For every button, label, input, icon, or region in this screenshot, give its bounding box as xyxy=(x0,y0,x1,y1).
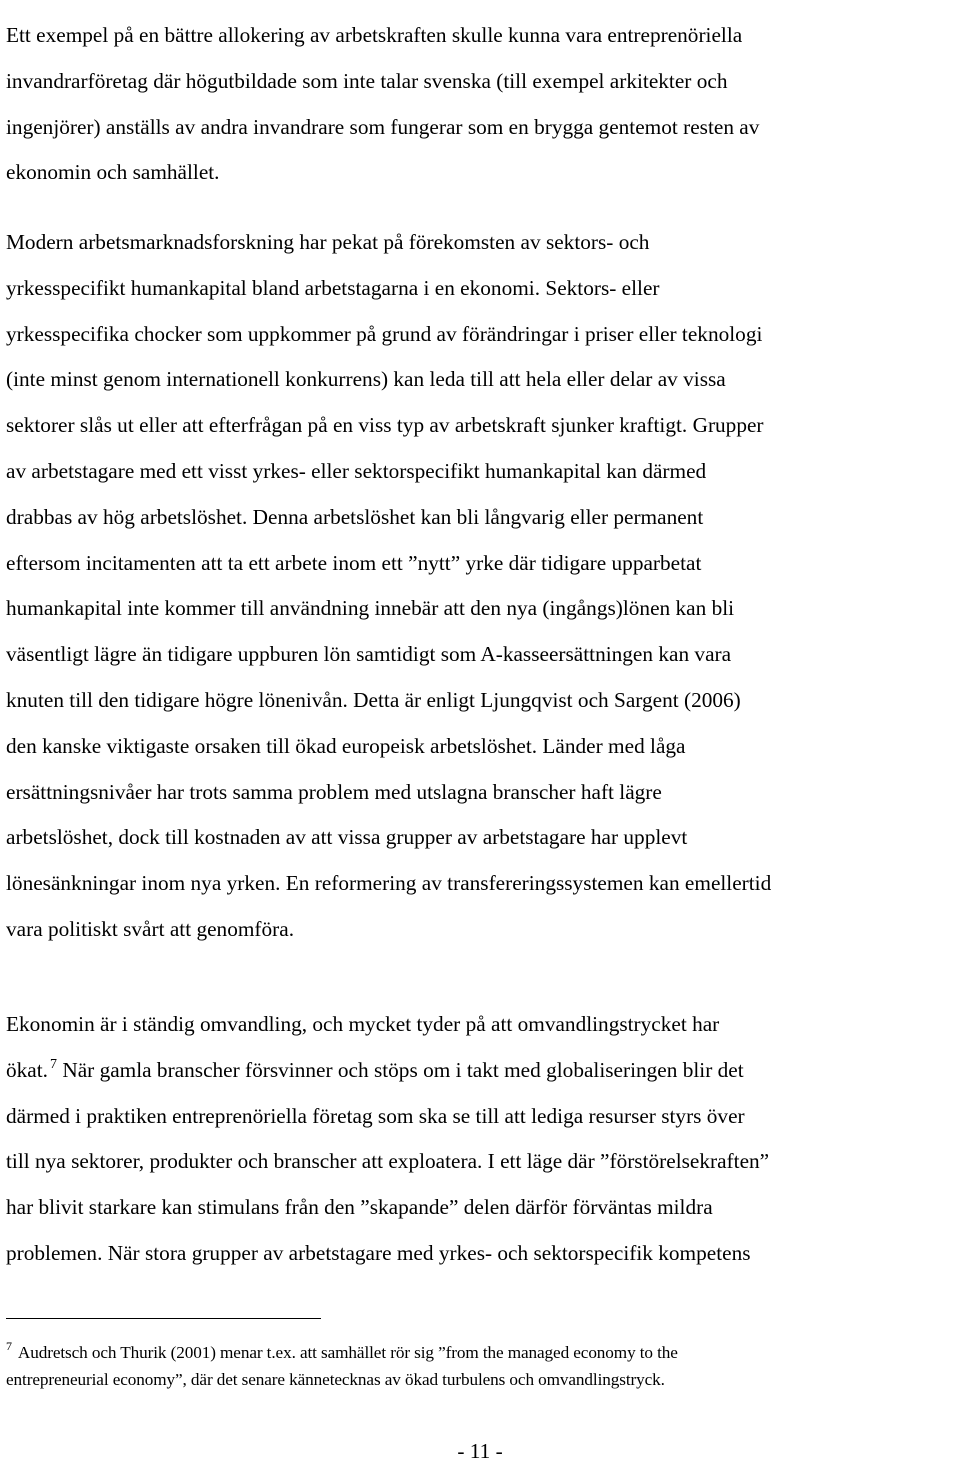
text-line: yrkesspecifikt humankapital bland arbetstagarna i en ekonomi. Sektors- eller xyxy=(6,275,660,300)
text-line: sektorer slås ut eller att efterfrågan på en viss typ av arbetskraft sjunker kraftigt. Grupper xyxy=(6,413,764,438)
text-line-with-footnote-ref xyxy=(6,1048,960,1094)
text-line: lönesänkningar inom nya yrken. En reformering av transfereringssystemen kan emellertid xyxy=(6,871,772,896)
text-line: ekonomin och samhället. xyxy=(6,160,220,185)
text-line: den kanske viktigaste orsaken till ökad europeisk arbetslöshet. Länder med låga xyxy=(6,733,686,758)
text-line: till nya sektorer, produkter och branscher att exploatera. I ett läge där ”förstörelsekraften” xyxy=(6,1149,770,1174)
text-line: problemen. När stora grupper av arbetstagare med yrkes- och sektorspecifik kompetens xyxy=(6,1240,751,1265)
text-line: ingenjörer) anställs av andra invandrare som fungerar som en brygga gentemot resten av xyxy=(6,114,760,139)
footnote-reference: 7 xyxy=(50,1056,57,1072)
text-line: knuten till den tidigare högre lönenivån. Detta är enligt Ljungqvist och Sargent (2006) xyxy=(6,687,741,712)
text-fragment: ökat. xyxy=(6,1057,48,1082)
text-line: arbetslöshet, dock till kostnaden av att vissa grupper av arbetstagare har upplevt xyxy=(6,825,688,850)
text-fragment: När gamla branscher försvinner och stöps om i takt med globaliseringen blir det xyxy=(57,1057,744,1082)
footnote-line: entrepreneurial economy”, där det senare kännetecknas av ökad turbulens och omvandlingstryck. xyxy=(6,1370,665,1389)
text-line: av arbetstagare med ett visst yrkes- eller sektorspecifikt humankapital kan därmed xyxy=(6,458,707,483)
text-line: eftersom incitamenten att ta ett arbete inom ett ”nytt” yrke där tidigare upparbetat xyxy=(6,550,702,575)
paragraph-3 xyxy=(6,1002,960,1277)
text-line: väsentligt lägre än tidigare uppburen lön samtidigt som A-kasseersättningen kan vara xyxy=(6,642,732,667)
footnote xyxy=(6,1339,956,1393)
text-line: ersättningsnivåer har trots samma problem med utslagna branscher haft lägre xyxy=(6,779,662,804)
text-line: yrkesspecifika chocker som uppkommer på grund av förändringar i priser eller teknologi xyxy=(6,321,763,346)
text-line: (inte minst genom internationell konkurrens) kan leda till att hela eller delar av vissa xyxy=(6,367,726,392)
text-line: har blivit starkare kan stimulans från den ”skapande” delen därför förväntas mildra xyxy=(6,1195,713,1220)
paragraph-2 xyxy=(6,220,960,953)
text-line: vara politiskt svårt att genomföra. xyxy=(6,916,295,941)
paragraph-1 xyxy=(6,13,960,196)
text-line: invandrarföretag där högutbildade som inte talar svenska (till exempel arkitekter och xyxy=(6,68,728,93)
text-line: humankapital inte kommer till användning innebär att den nya (ingångs)lönen kan bli xyxy=(6,596,735,621)
footnote-marker: 7 xyxy=(6,1339,12,1353)
footnote-text: Audretsch och Thurik (2001) menar t.ex. att samhället rör sig ”from the managed economy to the xyxy=(17,1343,678,1362)
text-line: drabbas av hög arbetslöshet. Denna arbetslöshet kan bli långvarig eller permanent xyxy=(6,504,704,529)
text-line: därmed i praktiken entreprenöriella företag som ska se till att lediga resurser styrs över xyxy=(6,1103,745,1128)
footnote-line xyxy=(6,1339,956,1366)
text-line: Ett exempel på en bättre allokering av arbetskraften skulle kunna vara entreprenöriella xyxy=(6,23,743,47)
text-line: Ekonomin är i ständig omvandling, och mycket tyder på att omvandlingstrycket har xyxy=(6,1012,720,1036)
text-line: Modern arbetsmarknadsforskning har pekat på förekomsten av sektors- och xyxy=(6,230,650,254)
page-number: - 11 - xyxy=(457,1439,503,1463)
footnote-divider xyxy=(6,1318,321,1319)
